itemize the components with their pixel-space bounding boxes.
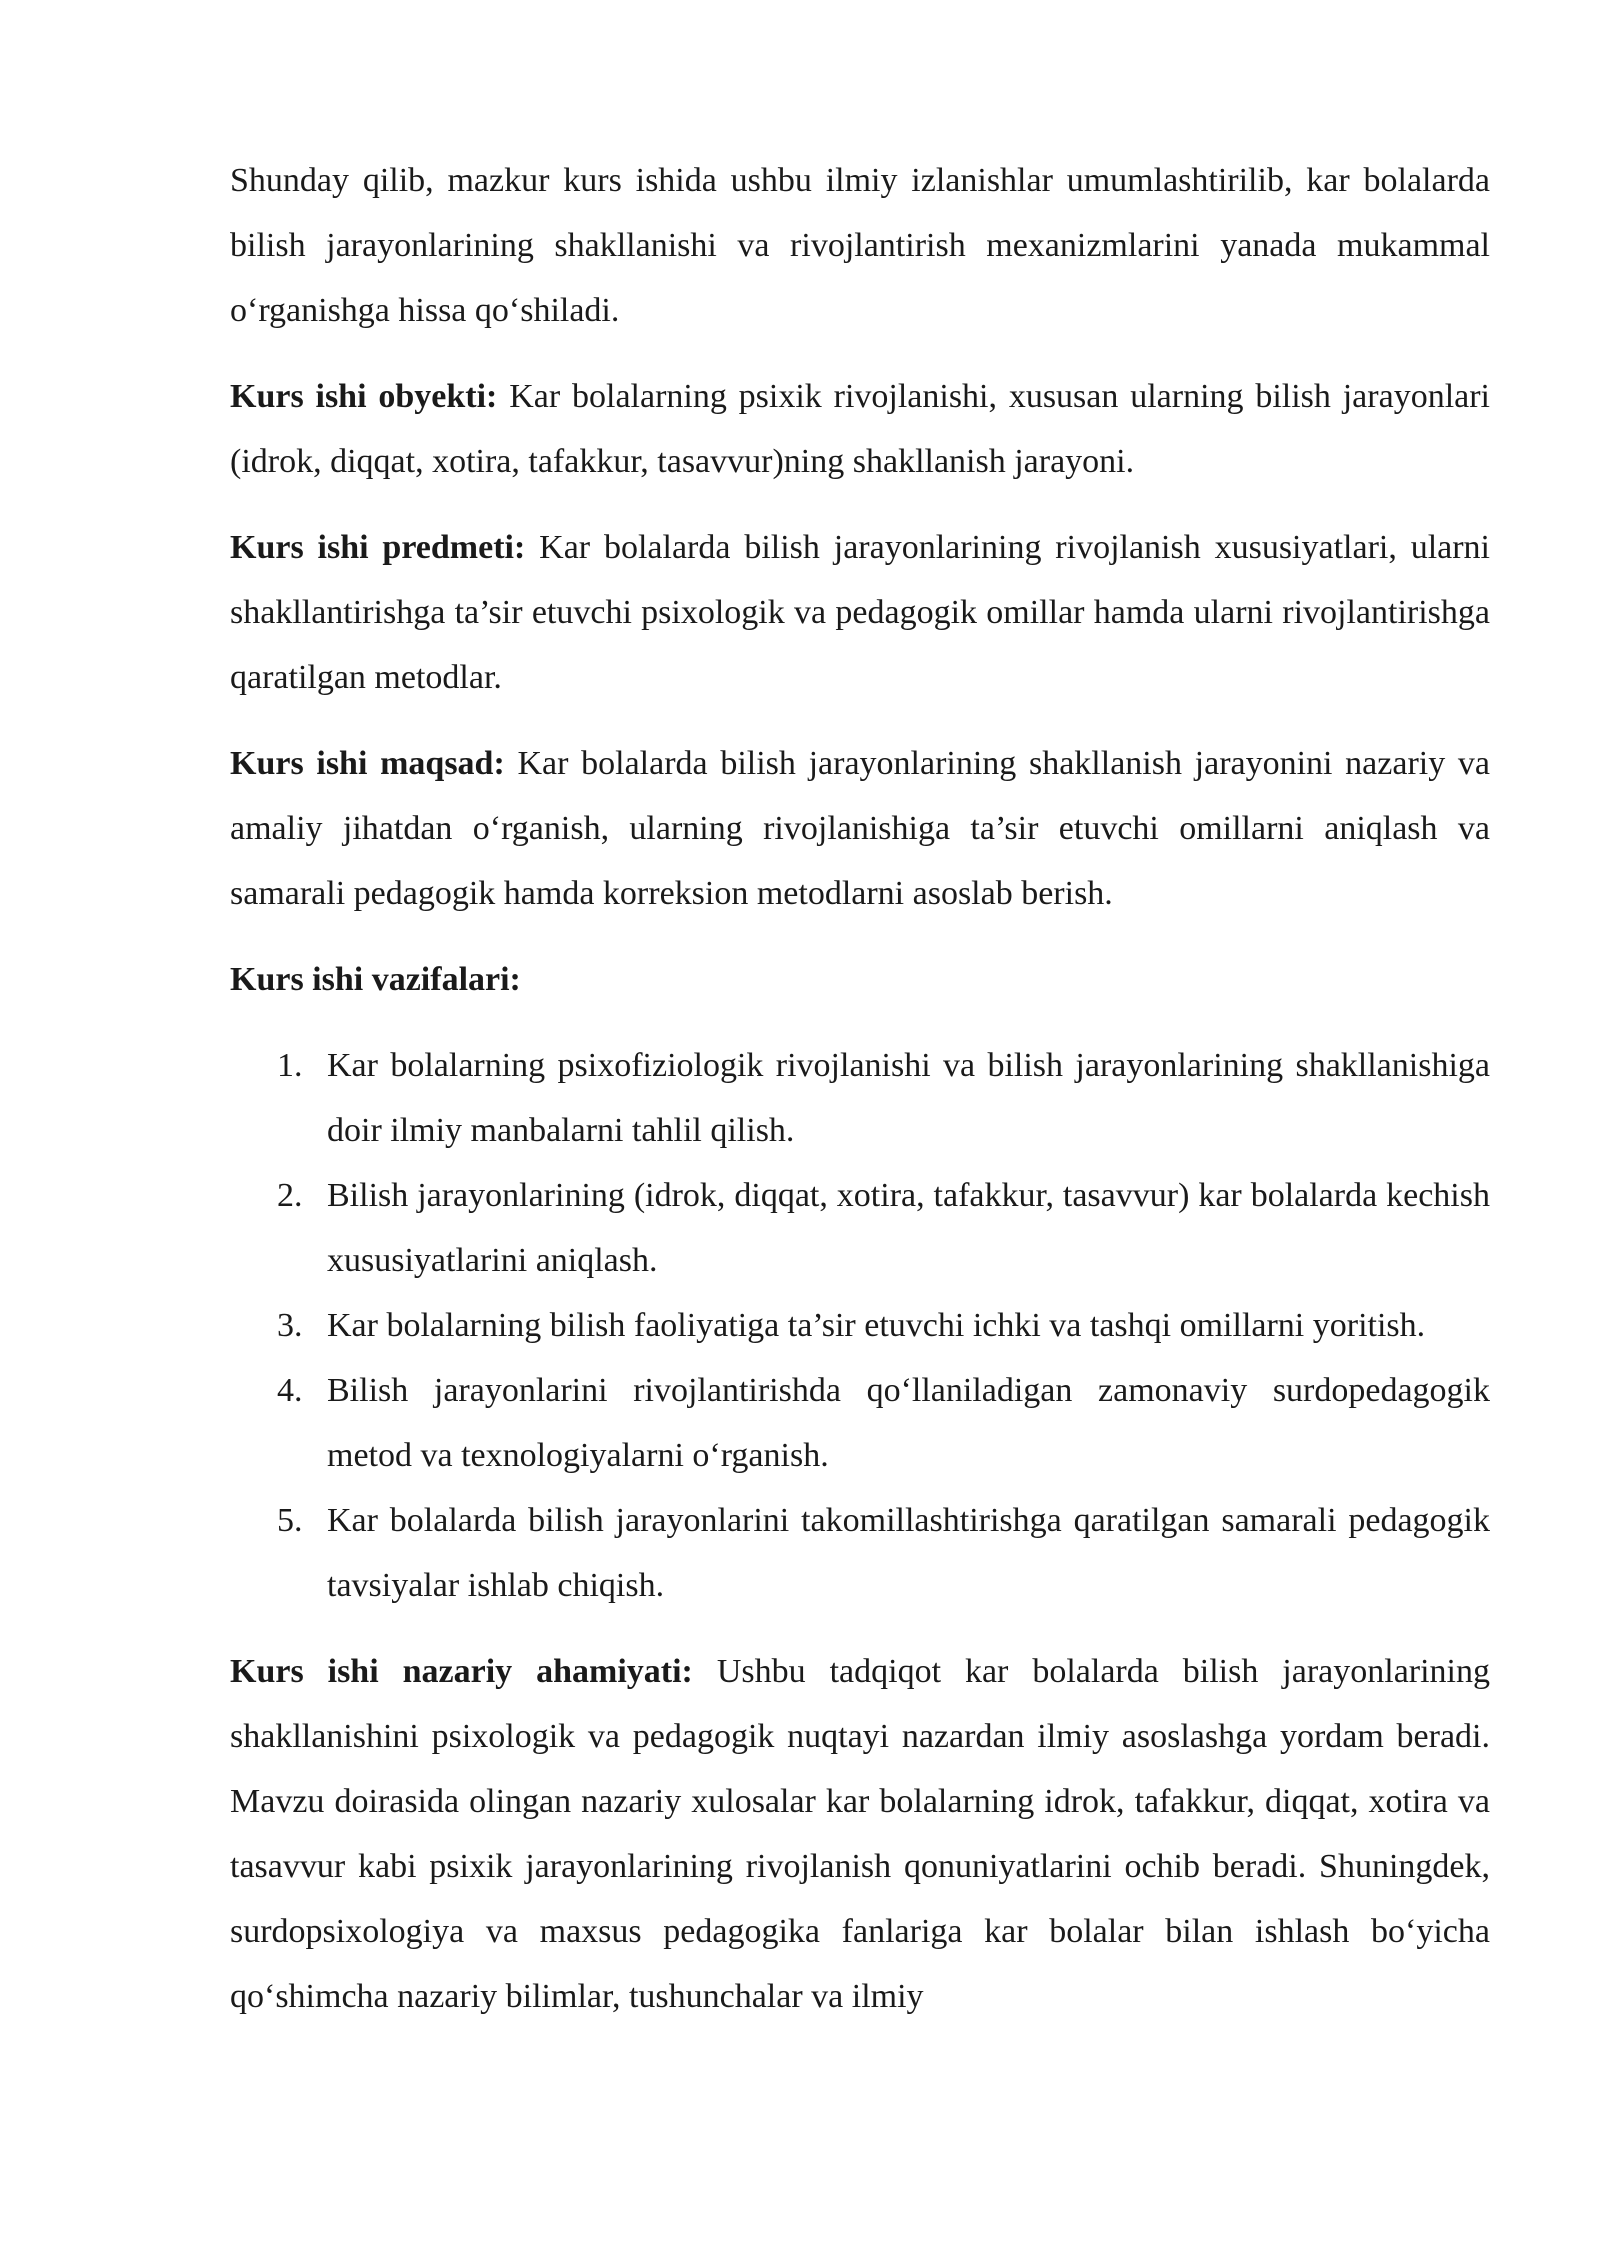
subject-paragraph	[230, 515, 1490, 710]
theory-paragraph	[230, 1639, 1490, 2029]
list-item	[230, 1163, 1490, 1293]
list-item-number: 3.	[277, 1307, 303, 1344]
list-item-number: 1.	[277, 1047, 303, 1084]
intro-paragraph: Shunday qilib, mazkur kurs ishida ushbu ilmiy izlanishlar umumlashtirilib, kar bolalarda bilish jarayonlarining shakllanishi va rivojlantirish mexanizmlarini yanada mukammal o‘rganishga hissa qo‘shiladi.	[230, 162, 1490, 329]
tasks-heading: Kurs ishi vazifalari:	[230, 961, 521, 998]
list-item-number: 2.	[277, 1177, 303, 1214]
list-item	[230, 1293, 1490, 1358]
subject-text: Kar bolalarda bilish jarayonlarining rivojlanish xususiyatlari, ularni shakllantirishga ta’sir etuvchi psixologik va pedagogik omillar hamda ularni rivojlantirishga qaratilgan metodlar.	[230, 529, 1490, 696]
list-item	[230, 1033, 1490, 1163]
subject-label: Kurs ishi predmeti:	[230, 529, 526, 566]
theory-label: Kurs ishi nazariy ahamiyati:	[230, 1653, 693, 1690]
list-item-text: Kar bolalarning psixofiziologik rivojlanishi va bilish jarayonlarining shakllanishiga doir ilmiy manbalarni tahlil qilish.	[327, 1047, 1490, 1149]
object-text: Kar bolalarning psixik rivojlanishi, xususan ularning bilish jarayonlari (idrok, diqqat, xotira, tafakkur, tasavvur)ning shakllanish jarayoni.	[230, 378, 1490, 480]
list-item-text: Bilish jarayonlarini rivojlantirishda qo‘llaniladigan zamonaviy surdopedagogik metod va texnologiyalarni o‘rganish.	[327, 1372, 1490, 1474]
goal-text: Kar bolalarda bilish jarayonlarining shakllanish jarayonini nazariy va amaliy jihatdan o‘rganish, ularning rivojlanishiga ta’sir etuvchi omillarni aniqlash va samarali pedagogik hamda korreksion metodlarni asoslab berish.	[230, 745, 1491, 912]
list-item	[230, 1488, 1490, 1618]
object-label: Kurs ishi obyekti:	[230, 378, 498, 415]
document-page	[230, 148, 1490, 2050]
list-item-text: Bilish jarayonlarining (idrok, diqqat, xotira, tafakkur, tasavvur) kar bolalarda kechish xususiyatlarini aniqlash.	[327, 1177, 1490, 1279]
list-item-number: 4.	[277, 1372, 303, 1409]
tasks-list	[230, 1033, 1490, 1618]
goal-label: Kurs ishi maqsad:	[230, 745, 505, 782]
list-item-number: 5.	[277, 1502, 303, 1539]
list-item-text: Kar bolalarning bilish faoliyatiga ta’sir etuvchi ichki va tashqi omillarni yoritish.	[327, 1307, 1426, 1344]
list-item	[230, 1358, 1490, 1488]
goal-paragraph	[230, 731, 1490, 926]
theory-text: Ushbu tadqiqot kar bolalarda bilish jarayonlarining shakllanishini psixologik va pedagogik nuqtayi nazardan ilmiy asoslashga yordam beradi. Mavzu doirasida olingan nazariy xulosalar kar bolalarning idrok, tafakkur, diqqat, xotira va tasavvur kabi psixik jarayonlarining rivojlanish qonuniyatlarini ochib beradi. Shuningdek, surdopsixologiya va maxsus pedagogika fanlariga kar bolalar bilan ishlash bo‘yicha qo‘shimcha nazariy bilimlar, tushunchalar va ilmiy	[230, 1653, 1490, 2015]
list-item-text: Kar bolalarda bilish jarayonlarini takomillashtirishga qaratilgan samarali pedagogik tavsiyalar ishlab chiqish.	[327, 1502, 1490, 1604]
object-paragraph	[230, 364, 1490, 494]
